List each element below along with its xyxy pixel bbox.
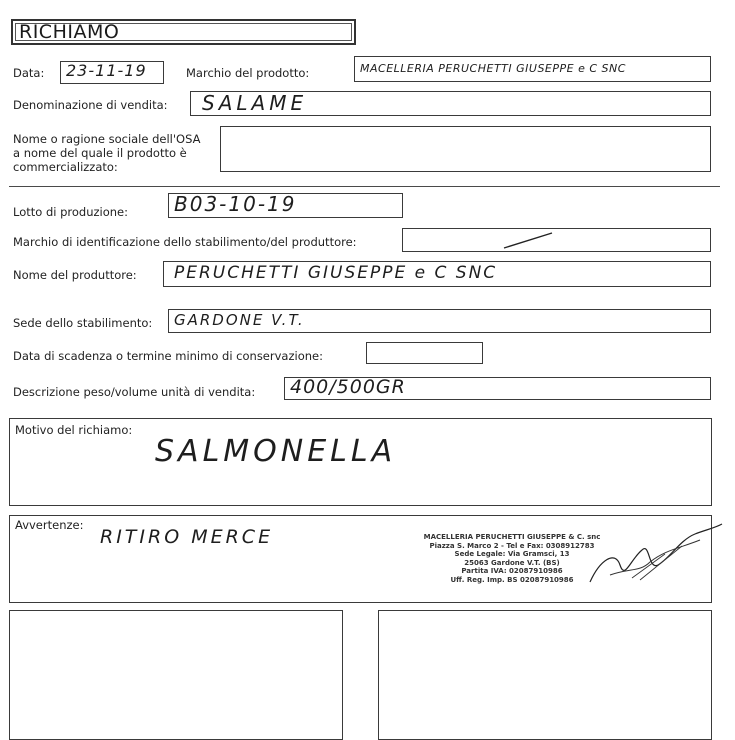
motivo-label: Motivo del richiamo: xyxy=(15,423,133,437)
signature-icon xyxy=(570,520,730,600)
page-title: RICHIAMO xyxy=(19,21,120,43)
scadenza-field[interactable] xyxy=(366,342,483,364)
peso-label: Descrizione peso/volume unità di vendita: xyxy=(13,385,256,399)
sede-label: Sede dello stabilimento: xyxy=(13,316,153,330)
lotto-value: B03-10-19 xyxy=(174,192,297,216)
empty-box-left[interactable] xyxy=(9,610,343,740)
stamp-line: MACELLERIA PERUCHETTI GIUSEPPE & C. snc xyxy=(423,533,601,541)
stamp-line: Sede Legale: Via Gramsci, 13 xyxy=(454,550,570,558)
stamp-line: 25063 Gardone V.T. (BS) xyxy=(464,558,560,567)
osa-label-line2: a nome del quale il prodotto è xyxy=(13,146,187,160)
peso-value: 400/500GR xyxy=(290,376,406,398)
nome-produttore-label: Nome del produttore: xyxy=(13,268,137,282)
avvertenze-value: RITIRO MERCE xyxy=(100,526,274,548)
sede-value: GARDONE V.T. xyxy=(174,311,305,329)
osa-field[interactable] xyxy=(220,126,711,172)
osa-label-line3: commercializzato: xyxy=(13,160,118,174)
data-label: Data: xyxy=(13,66,45,80)
osa-label-line1: Nome o ragione sociale dell'OSA xyxy=(13,132,201,146)
nome-produttore-value: PERUCHETTI GIUSEPPE e C SNC xyxy=(174,263,498,283)
stamp-line: Piazza S. Marco 2 - Tel e Fax: 0308912783 xyxy=(429,541,595,550)
section-divider xyxy=(9,186,720,187)
denominazione-label: Denominazione di vendita: xyxy=(13,98,168,112)
data-value: 23-11-19 xyxy=(66,61,147,80)
marchio-prodotto-value: MACELLERIA PERUCHETTI GIUSEPPE e C SNC xyxy=(360,62,626,75)
avvertenze-label: Avvertenze: xyxy=(15,518,84,532)
marchio-prodotto-label: Marchio del prodotto: xyxy=(186,66,310,80)
denominazione-value: SALAME xyxy=(202,91,308,115)
lotto-label: Lotto di produzione: xyxy=(13,205,129,219)
motivo-value: SALMONELLA xyxy=(155,434,397,469)
stamp-line: Partita IVA: 02087910986 xyxy=(461,567,563,575)
empty-box-right[interactable] xyxy=(378,610,712,740)
scadenza-label: Data di scadenza o termine minimo di conservazione: xyxy=(13,349,323,363)
marchio-identificazione-label: Marchio di identificazione dello stabilimento/del produttore: xyxy=(13,235,357,249)
stamp-line: Uff. Reg. Imp. BS 02087910986 xyxy=(450,575,574,584)
dash-mark-icon xyxy=(500,230,560,250)
